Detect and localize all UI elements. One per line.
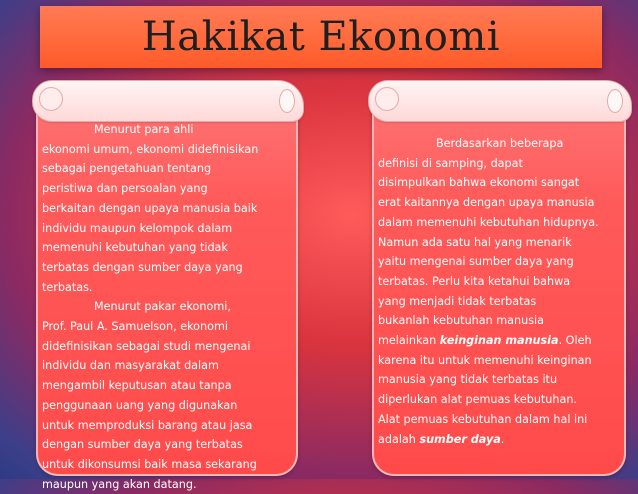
- text-line: untuk memproduksi barang atau jasa: [42, 418, 253, 432]
- text-line: definisi di samping, dapat: [378, 156, 523, 170]
- text-fragment: melainkan: [378, 334, 440, 348]
- text-line: ekonomi umum, ekonomi didefinisikan: [42, 142, 259, 156]
- emphasis-keinginan-manusia: keinginan manusia: [439, 334, 559, 348]
- text-line: peristiwa dan persoalan yang: [42, 182, 208, 196]
- text-line: maupun yang akan datang.: [42, 477, 197, 491]
- text-line: yaitu mengenai sumber daya yang: [378, 255, 574, 269]
- text-line: [378, 430, 624, 450]
- text-line: dalam memenuhi kebutuhan hidupnya.: [378, 215, 599, 229]
- text-line: bukanlah kebutuhan manusia: [378, 314, 544, 328]
- scroll-curl-icon: [279, 89, 295, 113]
- text-fragment: .: [500, 432, 505, 446]
- title-bar: [40, 6, 602, 68]
- text-line: penggunaan uang yang digunakan: [42, 398, 238, 412]
- text-line: Prof. Paul A. Samuelson, ekonomi: [42, 320, 228, 334]
- text-fragment: . Oleh: [558, 334, 592, 348]
- text-line: [378, 331, 624, 351]
- text-line: karena itu untuk memenuhi keinginan: [378, 353, 592, 367]
- text-line: Berdasarkan beberapa: [436, 137, 564, 150]
- text-fragment: adalah: [378, 432, 420, 446]
- text-line: terbatas. Perlu kita ketahui bahwa: [378, 274, 571, 288]
- text-line: individu dan masyarakat dalam: [42, 359, 219, 373]
- text-line: erat kaitannya dengan upaya manusia: [378, 196, 595, 210]
- text-line: memenuhi kebutuhan yang tidak: [42, 241, 228, 255]
- right-scroll-panel: [372, 86, 626, 476]
- text-line: dengan sumber daya yang terbatas: [42, 438, 243, 452]
- text-line: disimpulkan bahwa ekonomi sangat: [378, 176, 580, 190]
- text-line: berkaitan dengan upaya manusia baik: [42, 201, 258, 215]
- text-line: Namun ada satu hal yang menarik: [378, 235, 572, 249]
- scroll-roll-top: [368, 80, 632, 122]
- text-line: didefinisikan sebagai studi mengenai: [42, 339, 251, 353]
- text-line: individu maupun kelompok dalam: [42, 221, 233, 235]
- text-line: manusia yang tidak terbatas itu: [378, 373, 558, 387]
- left-scroll-panel: [36, 86, 298, 491]
- text-line: terbatas dengan sumber daya yang: [42, 260, 243, 274]
- text-line: Alat pemuas kebutuhan dalam hal ini: [378, 412, 588, 426]
- text-line: Menurut pakar ekonomi,: [94, 300, 231, 314]
- text-line: untuk dikonsumsi baik masa sekarang: [42, 457, 257, 471]
- text-line: sebagai pengetahuan tentang: [42, 162, 212, 176]
- text-line: mengambil keputusan atau tanpa: [42, 379, 232, 393]
- left-panel-text: [42, 120, 300, 494]
- slide-title: Hakikat Ekonomi: [141, 14, 501, 60]
- text-line: Menurut para ahli: [94, 123, 194, 136]
- emphasis-sumber-daya: sumber daya: [419, 432, 501, 446]
- text-line: diperlukan alat pemuas kebutuhan.: [378, 393, 577, 407]
- text-line: yang menjadi tidak terbatas: [378, 294, 537, 308]
- scroll-roll-top: [32, 80, 304, 122]
- scroll-curl-icon: [375, 87, 399, 111]
- scroll-curl-icon: [39, 87, 63, 111]
- text-line: terbatas.: [42, 280, 93, 294]
- scroll-curl-icon: [607, 89, 623, 113]
- right-panel-text: [378, 134, 624, 449]
